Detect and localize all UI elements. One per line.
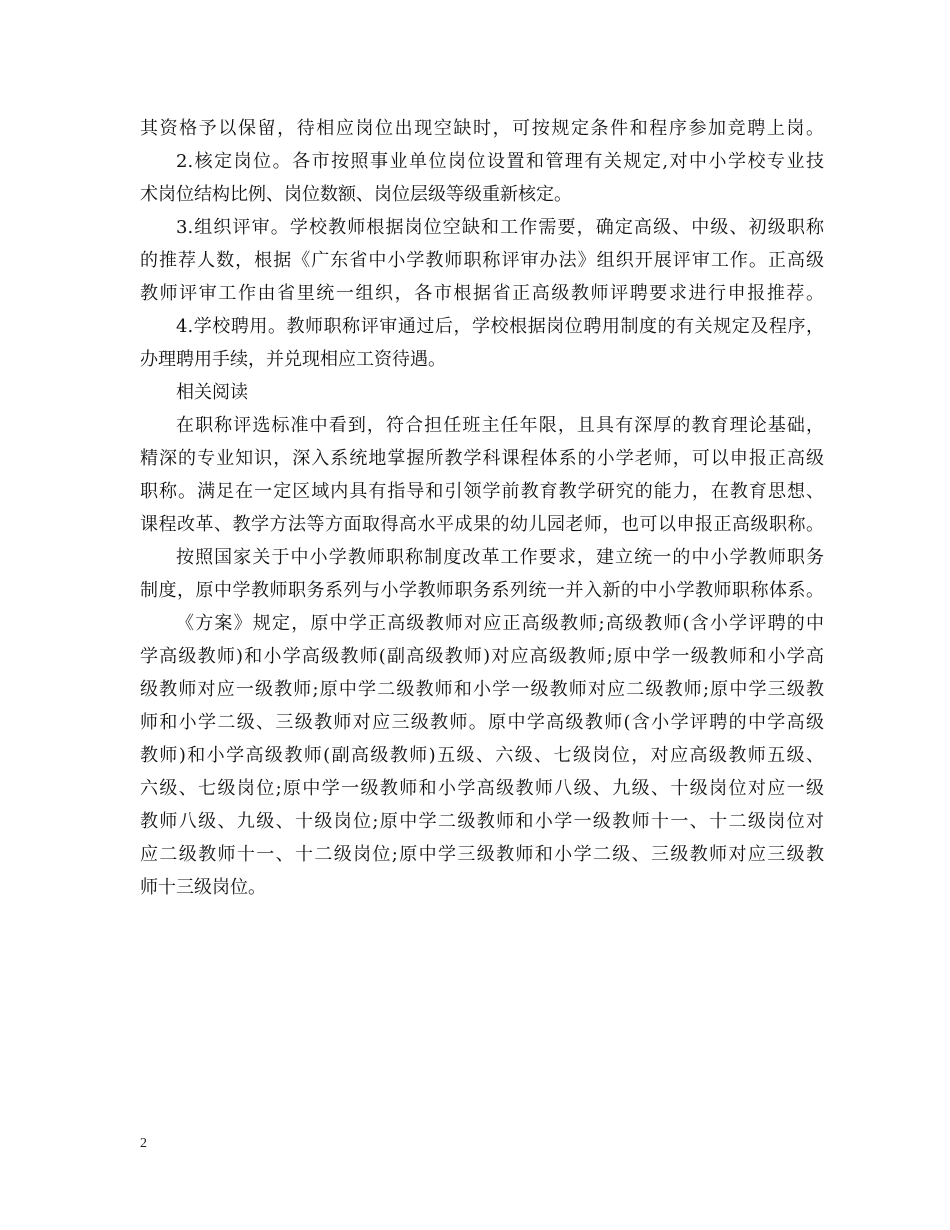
text-line: 教师)和小学高级教师(副高级教师)五级、六级、七级岗位，对应高级教师五级、 xyxy=(140,745,824,766)
text-line: 精深的专业知识，深入系统地掌握所教学科课程体系的小学老师，可以申报正高级 xyxy=(140,448,824,469)
text-line: 级教师对应一级教师;原中学二级教师和小学一级教师对应二级教师;原中学三级教 xyxy=(140,679,824,700)
text-line: 师和小学二级、三级教师对应三级教师。原中学高级教师(含小学评聘的中学高级 xyxy=(140,712,824,733)
text-line: 师十三级岗位。 xyxy=(140,877,266,898)
page-number: 2 xyxy=(140,1136,147,1151)
text-line: 学高级教师)和小学高级教师(副高级教师)对应高级教师;原中学一级教师和小学高 xyxy=(140,646,824,667)
text-line: 六级、七级岗位;原中学一级教师和小学高级教师八级、九级、十级岗位对应一级 xyxy=(140,778,824,799)
text-line: 教师八级、九级、十级岗位;原中学二级教师和小学一级教师十一、十二级岗位对 xyxy=(140,811,824,832)
text-line: 制度，原中学教师职务系列与小学教师职务系列统一并入新的中小学教师职称体系。 xyxy=(140,580,824,601)
text-line: 的推荐人数，根据《广东省中小学教师职称评审办法》组织开展评审工作。正高级 xyxy=(140,250,824,271)
text-line: 4.学校聘用。教师职称评审通过后，学校根据岗位聘用制度的有关规定及程序， xyxy=(176,316,824,337)
document-body xyxy=(140,112,824,904)
text-line: 术岗位结构比例、岗位数额、岗位层级等级重新核定。 xyxy=(140,184,572,205)
section-heading: 相关阅读 xyxy=(176,382,248,403)
text-line: 教师评审工作由省里统一组织，各市根据省正高级教师评聘要求进行申报推荐。 xyxy=(140,283,824,304)
text-line: 应二级教师十一、十二级岗位;原中学三级教师和小学二级、三级教师对应三级教 xyxy=(140,844,824,865)
text-line: 2.核定岗位。各市按照事业单位岗位设置和管理有关规定,对中小学校专业技 xyxy=(176,151,824,172)
text-line: 《方案》规定，原中学正高级教师对应正高级教师;高级教师(含小学评聘的中 xyxy=(176,613,824,634)
text-line: 其资格予以保留，待相应岗位出现空缺时，可按规定条件和程序参加竞聘上岗。 xyxy=(140,118,824,139)
text-line: 课程改革、教学方法等方面取得高水平成果的幼儿园老师，也可以申报正高级职称。 xyxy=(140,514,824,535)
text-line: 按照国家关于中小学教师职称制度改革工作要求，建立统一的中小学教师职务 xyxy=(176,547,824,568)
text-line: 职称。满足在一定区域内具有指导和引领学前教育教学研究的能力，在教育思想、 xyxy=(140,481,824,502)
text-line: 办理聘用手续，并兑现相应工资待遇。 xyxy=(140,349,446,370)
text-line: 3.组织评审。学校教师根据岗位空缺和工作需要，确定高级、中级、初级职称 xyxy=(176,217,824,238)
text-line: 在职称评选标准中看到，符合担任班主任年限，且具有深厚的教育理论基础， xyxy=(176,415,824,436)
